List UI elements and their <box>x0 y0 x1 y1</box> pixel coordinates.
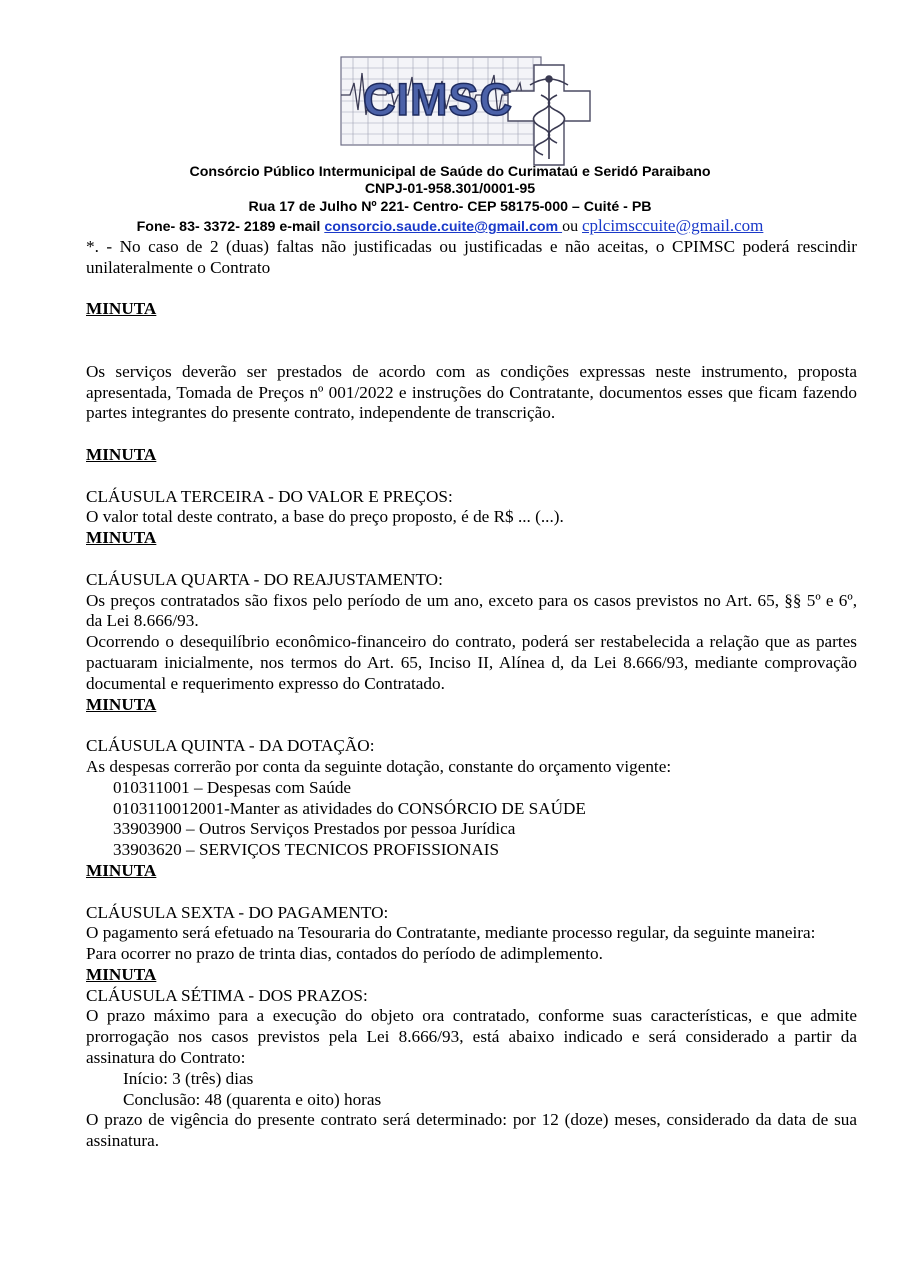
clause-7-title: CLÁUSULA SÉTIMA - DOS PRAZOS: <box>86 985 368 1005</box>
minuta-heading: MINUTA <box>86 860 157 880</box>
document-body <box>86 237 857 1152</box>
minuta-heading: MINUTA <box>86 299 157 319</box>
intro-paragraph: *. - No caso de 2 (duas) faltas não justificadas ou justificadas e não aceitas, o CPIMSC poderá rescindir unilateralmente o Contrato <box>86 237 857 277</box>
clause-3-title: CLÁUSULA TERCEIRA - DO VALOR E PREÇOS: <box>86 486 453 506</box>
clause-4-title: CLÁUSULA QUARTA - DO REAJUSTAMENTO: <box>86 569 443 589</box>
cnpj: CNPJ-01-958.301/0001-95 <box>364 181 536 197</box>
budget-item: 0103110012001-Manter as atividades do CONSÓRCIO DE SAÚDE <box>113 798 586 818</box>
phone-label: Fone- 83- 3372- 2189 e-mail <box>136 219 325 235</box>
consortium-name: Consórcio Público Intermunicipal de Saúde do Curimataú e Seridó Paraibano <box>189 164 711 180</box>
clause-7-end: Conclusão: 48 (quarenta e oito) horas <box>123 1089 382 1109</box>
clause-7-text: O prazo máximo para a execução do objeto ora contratado, conforme suas características, e que admite prorrogação nos casos previstos pela Lei 8.666/93, está abaixo indicado e será considerado a partir da assinatura do Contrato: <box>86 1006 857 1068</box>
clause-6-text-2: Para ocorrer no prazo de trinta dias, contados do período de adimplemento. <box>86 944 603 964</box>
or-text: ou <box>562 218 579 235</box>
clause-3-text: O valor total deste contrato, a base do preço proposto, é de R$ ... (...). <box>86 507 564 527</box>
contact-line <box>0 217 900 236</box>
minuta-heading: MINUTA <box>86 444 157 464</box>
clause-5-text: As despesas correrão por conta da seguinte dotação, constante do orçamento vigente: <box>86 756 672 776</box>
clause-4-text-2: Ocorrendo o desequilíbrio econômico-financeiro do contrato, poderá ser restabelecida a relação que as partes pactuaram inicialmente, nos termos do Art. 65, Inciso II, Alínea d, da Lei 8.666/93, mediante comprovação documental e requerimento expresso do Contratado. <box>86 632 857 693</box>
minuta-heading: MINUTA <box>86 694 157 714</box>
budget-item: 33903620 – SERVIÇOS TECNICOS PROFISSIONAIS <box>113 840 500 860</box>
clause-6-title: CLÁUSULA SEXTA - DO PAGAMENTO: <box>86 902 389 922</box>
logo-text: CIMSC <box>363 74 513 125</box>
address: Rua 17 de Julho Nº 221- Centro- CEP 58175-000 – Cuité - PB <box>248 199 652 215</box>
clause-6-text-1: O pagamento será efetuado na Tesouraria do Contratante, mediante processo regular, da seguinte maneira: <box>86 923 816 943</box>
budget-item: 010311001 – Despesas com Saúde <box>113 777 352 797</box>
clause-7-validity: O prazo de vigência do presente contrato será determinado: por 12 (doze) meses, considerado da data de sua assinatura. <box>86 1110 857 1151</box>
email-link-2[interactable]: cplcimsccuite@gmail.com <box>582 216 764 235</box>
cimsc-logo <box>338 55 610 167</box>
email-link-1[interactable]: consorcio.saude.cuite@gmail.com <box>324 219 563 235</box>
minuta-heading: MINUTA <box>86 964 157 984</box>
budget-item: 33903900 – Outros Serviços Prestados por pessoa Jurídica <box>113 819 516 839</box>
clause-4-text-1: Os preços contratados são fixos pelo período de um ano, exceto para os casos previstos no Art. 65, §§ 5º e 6º, da Lei 8.666/93. <box>86 590 857 631</box>
minuta-heading: MINUTA <box>86 528 157 548</box>
services-paragraph: Os serviços deverão ser prestados de acordo com as condições expressas neste instrumento, proposta apresentada, Tomada de Preços nº 001/2022 e instruções do Contratante, documentos esses que ficam fazendo partes integrantes do presente contrato, independente de transcrição. <box>86 361 857 423</box>
clause-7-start: Início: 3 (três) dias <box>123 1068 254 1088</box>
clause-5-title: CLÁUSULA QUINTA - DA DOTAÇÃO: <box>86 736 375 756</box>
